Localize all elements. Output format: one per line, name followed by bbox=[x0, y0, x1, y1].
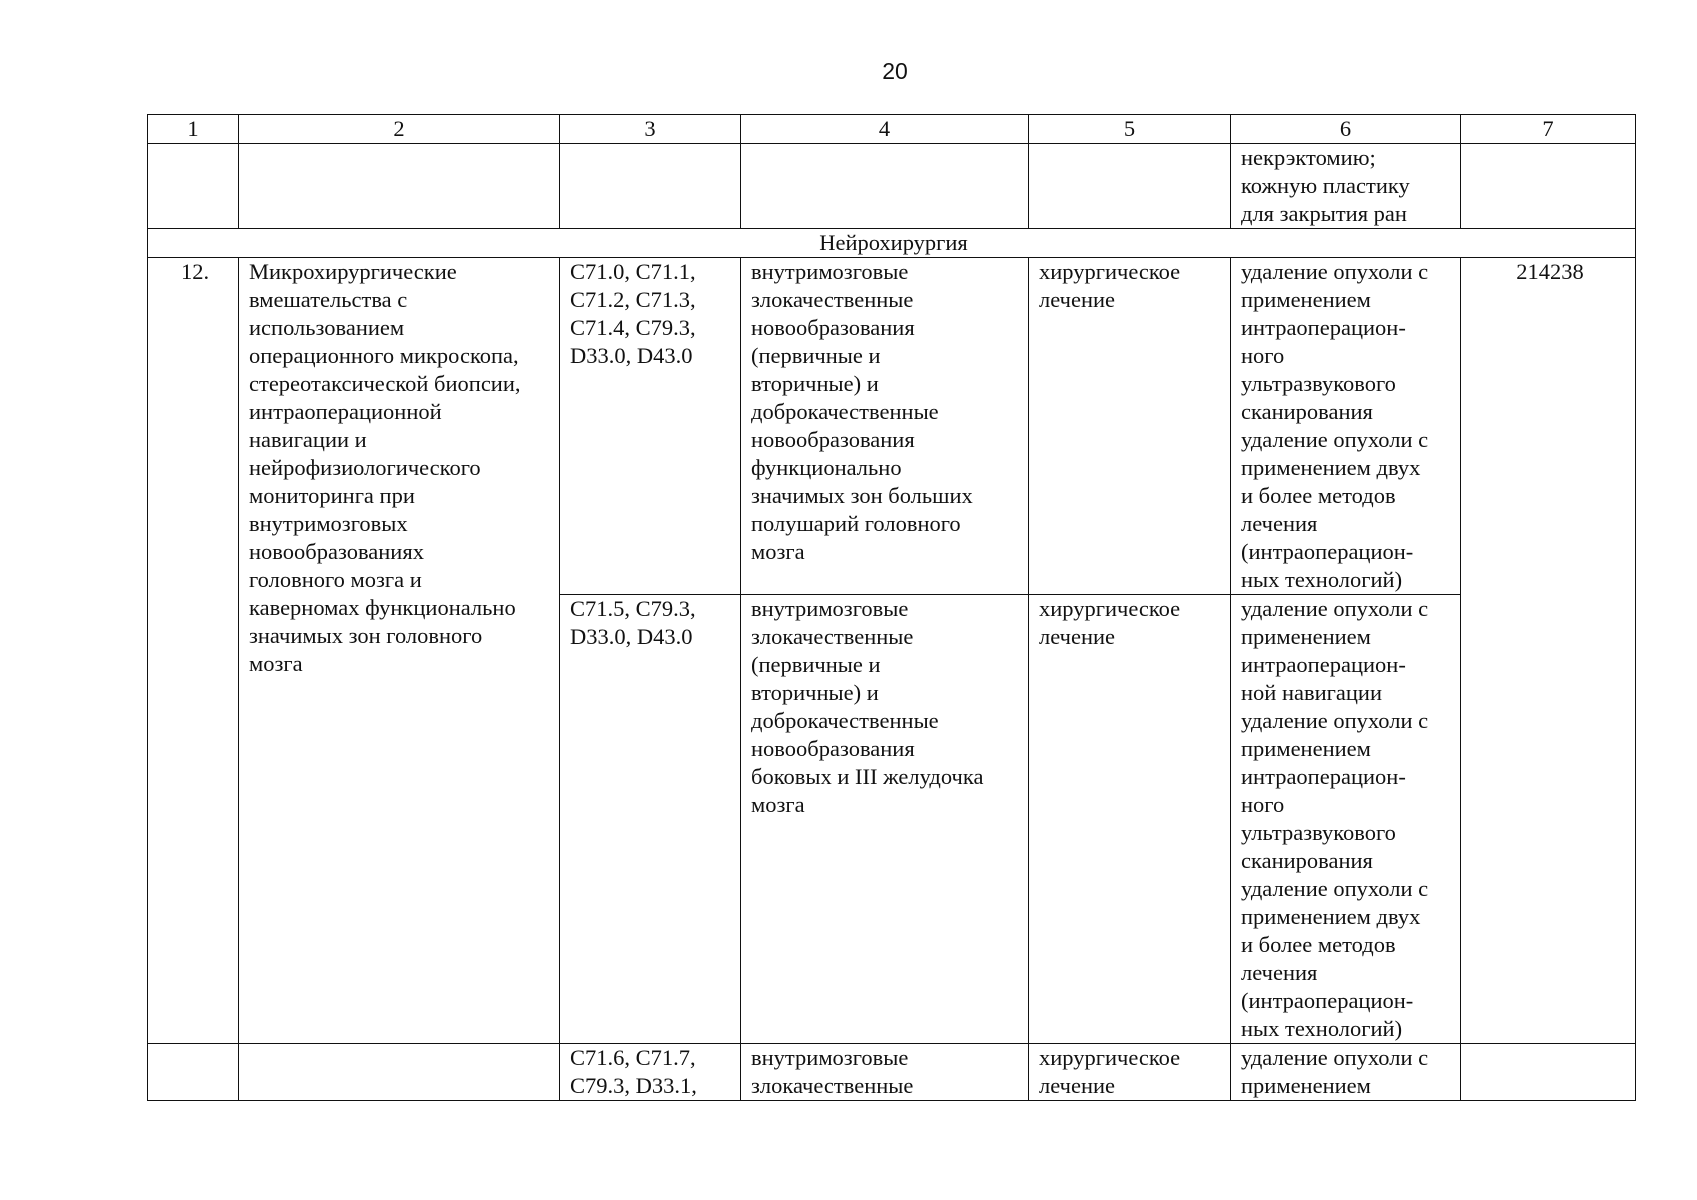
text-line: мониторинга при bbox=[249, 483, 415, 508]
text-line: злокачественные bbox=[751, 624, 914, 649]
text-line: интраоперацион- bbox=[1241, 764, 1406, 789]
table-cell bbox=[1029, 144, 1231, 229]
text-line: вторичные) и bbox=[751, 371, 879, 396]
model-cell bbox=[741, 258, 1029, 595]
text-line: злокачественные bbox=[751, 287, 914, 312]
table-row bbox=[148, 258, 1636, 595]
model-cell bbox=[741, 595, 1029, 1044]
codes-cell bbox=[560, 595, 741, 1044]
text-line: вторичные) и bbox=[751, 680, 879, 705]
table-cell bbox=[741, 144, 1029, 229]
text-line: (первичные и bbox=[751, 343, 881, 368]
table-row bbox=[148, 1044, 1636, 1101]
text-line: мозга bbox=[249, 651, 303, 676]
text-line: ных технологий) bbox=[1241, 567, 1403, 592]
text-line: C71.4, C79.3, bbox=[570, 315, 696, 340]
text-line: ного bbox=[1241, 343, 1285, 368]
text-line: C79.3, D33.1, bbox=[570, 1073, 697, 1098]
text-line: ных технологий) bbox=[1241, 1016, 1403, 1041]
text-line: стереотаксической биопсии, bbox=[249, 371, 521, 396]
text-line: хирургическое bbox=[1039, 596, 1181, 621]
column-number-row bbox=[148, 115, 1636, 144]
text-line: мозга bbox=[751, 792, 805, 817]
column-number: 2 bbox=[239, 115, 560, 144]
text-line: лечение bbox=[1039, 624, 1116, 649]
codes-cell bbox=[560, 1044, 741, 1101]
column-number: 7 bbox=[1461, 115, 1636, 144]
continuation-row bbox=[148, 144, 1636, 229]
method-cell bbox=[1231, 1044, 1461, 1101]
section-row bbox=[148, 229, 1636, 258]
text-line: кожную пластику bbox=[1241, 173, 1410, 198]
text-line: внутримозговые bbox=[751, 596, 909, 621]
column-number: 5 bbox=[1029, 115, 1231, 144]
text-line: новообразования bbox=[751, 427, 915, 452]
text-line: некрэктомию; bbox=[1241, 145, 1376, 170]
text-line: удаление опухоли с bbox=[1241, 596, 1429, 621]
table-cell bbox=[239, 144, 560, 229]
table-cell bbox=[239, 1044, 560, 1101]
group-number: 12. bbox=[148, 258, 239, 1044]
text-line: C71.6, C71.7, bbox=[570, 1045, 696, 1070]
method-cell bbox=[1231, 144, 1461, 229]
text-line: функционально bbox=[751, 455, 902, 480]
text-line: удаление опухоли с bbox=[1241, 708, 1429, 733]
text-line: ного bbox=[1241, 792, 1285, 817]
column-number: 4 bbox=[741, 115, 1029, 144]
column-number: 6 bbox=[1231, 115, 1461, 144]
text-line: удаление опухоли с bbox=[1241, 1045, 1429, 1070]
text-line: C71.0, C71.1, bbox=[570, 259, 696, 284]
text-line: (интраоперацион- bbox=[1241, 988, 1414, 1013]
method-cell bbox=[1231, 258, 1461, 595]
text-line: ной навигации bbox=[1241, 680, 1382, 705]
text-line: удаление опухоли с bbox=[1241, 259, 1429, 284]
text-line: D33.0, D43.0 bbox=[570, 624, 693, 649]
treatment-cell bbox=[1029, 258, 1231, 595]
table-cell bbox=[1461, 144, 1636, 229]
procedures-table bbox=[147, 114, 1636, 1101]
text-line: полушарий головного bbox=[751, 511, 961, 536]
text-line: злокачественные bbox=[751, 1073, 914, 1098]
codes-cell bbox=[560, 258, 741, 595]
section-title: Нейрохирургия bbox=[148, 229, 1636, 258]
text-line: значимых зон больших bbox=[751, 483, 973, 508]
group-name-cell bbox=[239, 258, 560, 1044]
model-cell bbox=[741, 1044, 1029, 1101]
text-line: для закрытия ран bbox=[1241, 201, 1407, 226]
text-line: доброкачественные bbox=[751, 399, 939, 424]
text-line: боковых и III желудочка bbox=[751, 764, 984, 789]
text-line: головного мозга и bbox=[249, 567, 422, 592]
text-line: навигации и bbox=[249, 427, 367, 452]
text-line: применением bbox=[1241, 736, 1371, 761]
text-line: лечения bbox=[1241, 960, 1318, 985]
text-line: применением двух bbox=[1241, 904, 1421, 929]
text-line: и более методов bbox=[1241, 932, 1396, 957]
column-number: 1 bbox=[148, 115, 239, 144]
text-line: внутримозговых bbox=[249, 511, 408, 536]
text-line: доброкачественные bbox=[751, 708, 939, 733]
text-line: новообразования bbox=[751, 736, 915, 761]
text-line: C71.5, C79.3, bbox=[570, 596, 696, 621]
text-line: вмешательства с bbox=[249, 287, 408, 312]
text-line: мозга bbox=[751, 539, 805, 564]
text-line: и более методов bbox=[1241, 483, 1396, 508]
text-line: хирургическое bbox=[1039, 1045, 1181, 1070]
text-line: внутримозговые bbox=[751, 259, 909, 284]
table-cell bbox=[560, 144, 741, 229]
text-line: удаление опухоли с bbox=[1241, 427, 1429, 452]
table-cell bbox=[1461, 1044, 1636, 1101]
text-line: сканирования bbox=[1241, 399, 1373, 424]
text-line: новообразованиях bbox=[249, 539, 424, 564]
column-number: 3 bbox=[560, 115, 741, 144]
text-line: интраоперацион- bbox=[1241, 652, 1406, 677]
text-line: интраоперацион- bbox=[1241, 315, 1406, 340]
cost-cell: 214238 bbox=[1461, 258, 1636, 1044]
table-cell bbox=[148, 1044, 239, 1101]
text-line: лечение bbox=[1039, 1073, 1116, 1098]
text-line: использованием bbox=[249, 315, 405, 340]
text-line: ультразвукового bbox=[1241, 371, 1396, 396]
text-line: D33.0, D43.0 bbox=[570, 343, 693, 368]
text-line: интраоперационной bbox=[249, 399, 442, 424]
text-line: лечения bbox=[1241, 511, 1318, 536]
text-line: новообразования bbox=[751, 315, 915, 340]
text-line: применением bbox=[1241, 1073, 1371, 1098]
text-line: применением bbox=[1241, 624, 1371, 649]
text-line: лечение bbox=[1039, 287, 1116, 312]
page-number: 20 bbox=[882, 58, 908, 84]
text-line: удаление опухоли с bbox=[1241, 876, 1429, 901]
text-line: ультразвукового bbox=[1241, 820, 1396, 845]
text-line: (первичные и bbox=[751, 652, 881, 677]
text-line: применением двух bbox=[1241, 455, 1421, 480]
text-line: применением bbox=[1241, 287, 1371, 312]
text-line: (интраоперацион- bbox=[1241, 539, 1414, 564]
text-line: нейрофизиологического bbox=[249, 455, 481, 480]
treatment-cell bbox=[1029, 595, 1231, 1044]
method-cell bbox=[1231, 595, 1461, 1044]
text-line: операционного микроскопа, bbox=[249, 343, 519, 368]
text-line: Микрохирургические bbox=[249, 259, 457, 284]
text-line: сканирования bbox=[1241, 848, 1373, 873]
text-line: C71.2, C71.3, bbox=[570, 287, 696, 312]
text-line: каверномах функционально bbox=[249, 595, 516, 620]
text-line: значимых зон головного bbox=[249, 623, 483, 648]
table-cell bbox=[148, 144, 239, 229]
text-line: внутримозговые bbox=[751, 1045, 909, 1070]
text-line: хирургическое bbox=[1039, 259, 1181, 284]
treatment-cell bbox=[1029, 1044, 1231, 1101]
